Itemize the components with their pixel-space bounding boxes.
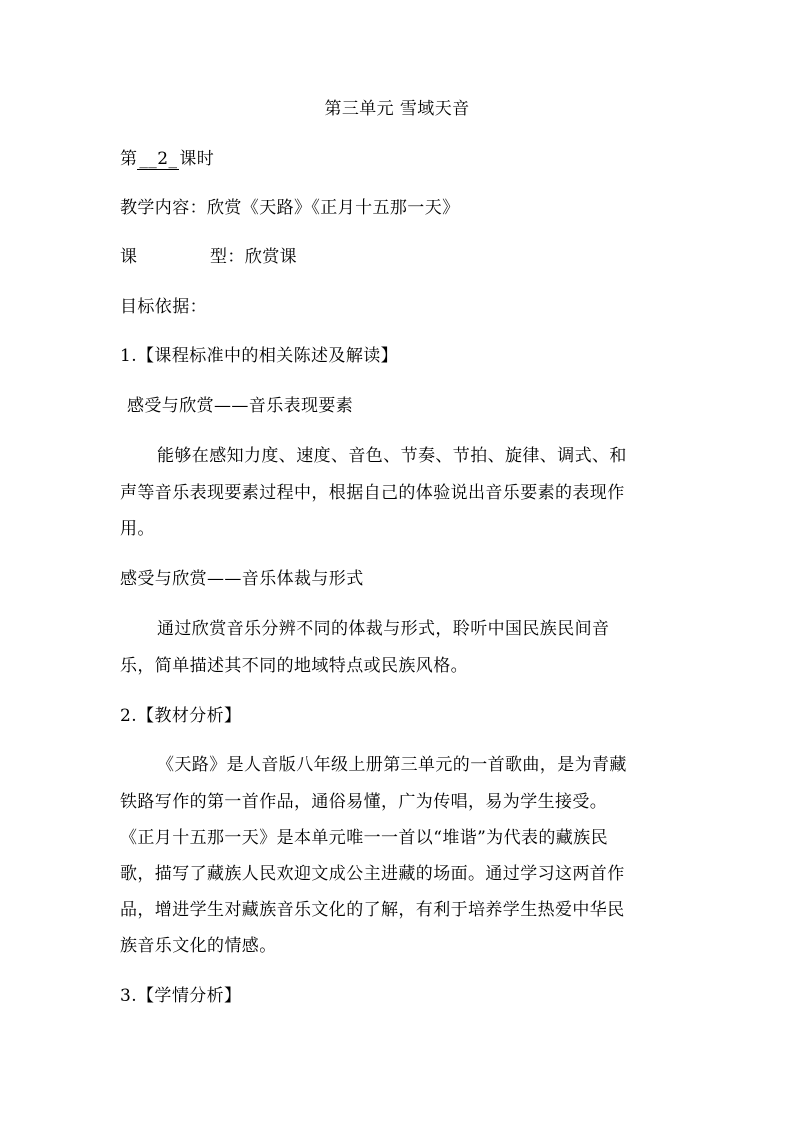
section1-para1-line: 能够在感知力度、速度、音色、节奏、节拍、旋律、调式、和 xyxy=(157,446,627,466)
section2-para-line: 《正月十五那一天》是本单元唯一一首以“堆谐”为代表的藏族民 xyxy=(120,828,608,848)
teaching-content: 教学内容：欣赏《天路》《正月十五那一天》 xyxy=(120,198,460,218)
document-title: 第三单元 雪域天音 xyxy=(324,99,470,119)
section1-sub2: 感受与欣赏——音乐体裁与形式 xyxy=(120,569,364,589)
section2-heading: 2.【教材分析】 xyxy=(120,706,242,726)
section1-para1-line: 声等音乐表现要素过程中，根据自己的体验说出音乐要素的表现作 xyxy=(120,483,625,503)
section1-para2-line: 乐，简单描述其不同的地域特点或民族风格。 xyxy=(120,656,468,676)
basis-heading: 目标依据： xyxy=(120,297,207,317)
type-label-a: 课 xyxy=(120,247,138,267)
lesson-number-line xyxy=(120,147,680,171)
section3-heading: 3.【学情分析】 xyxy=(120,986,242,1006)
type-label-b: 型： xyxy=(210,247,245,267)
section1-para1-line: 用。 xyxy=(120,519,155,539)
section1-heading: 1.【课程标准中的相关陈述及解读】 xyxy=(120,346,399,366)
section1-sub1: 感受与欣赏——音乐表现要素 xyxy=(127,396,354,416)
type-value: 欣赏课 xyxy=(244,247,298,267)
section2-para-line: 《天路》是人音版八年级上册第三单元的一首歌曲，是为青藏 xyxy=(157,755,627,775)
lesson-suffix: 课时 xyxy=(179,149,215,169)
section1-para2-line: 通过欣赏音乐分辨不同的体裁与形式，聆听中国民族民间音 xyxy=(157,619,610,639)
section2-para-line: 品，增进学生对藏族音乐文化的了解，有利于培养学生热爱中华民 xyxy=(120,900,625,920)
section2-para-line: 族音乐文化的情感。 xyxy=(120,936,277,956)
section2-para-line: 铁路写作的第一首作品，通俗易懂，广为传唱，易为学生接受。 xyxy=(120,792,608,812)
lesson-prefix: 第 xyxy=(120,149,138,169)
lesson-type xyxy=(120,245,680,269)
lesson-number: __2_ xyxy=(139,149,178,169)
section2-para-line: 歌，描写了藏族人民欢迎文成公主进藏的场面。通过学习这两首作 xyxy=(120,864,625,884)
